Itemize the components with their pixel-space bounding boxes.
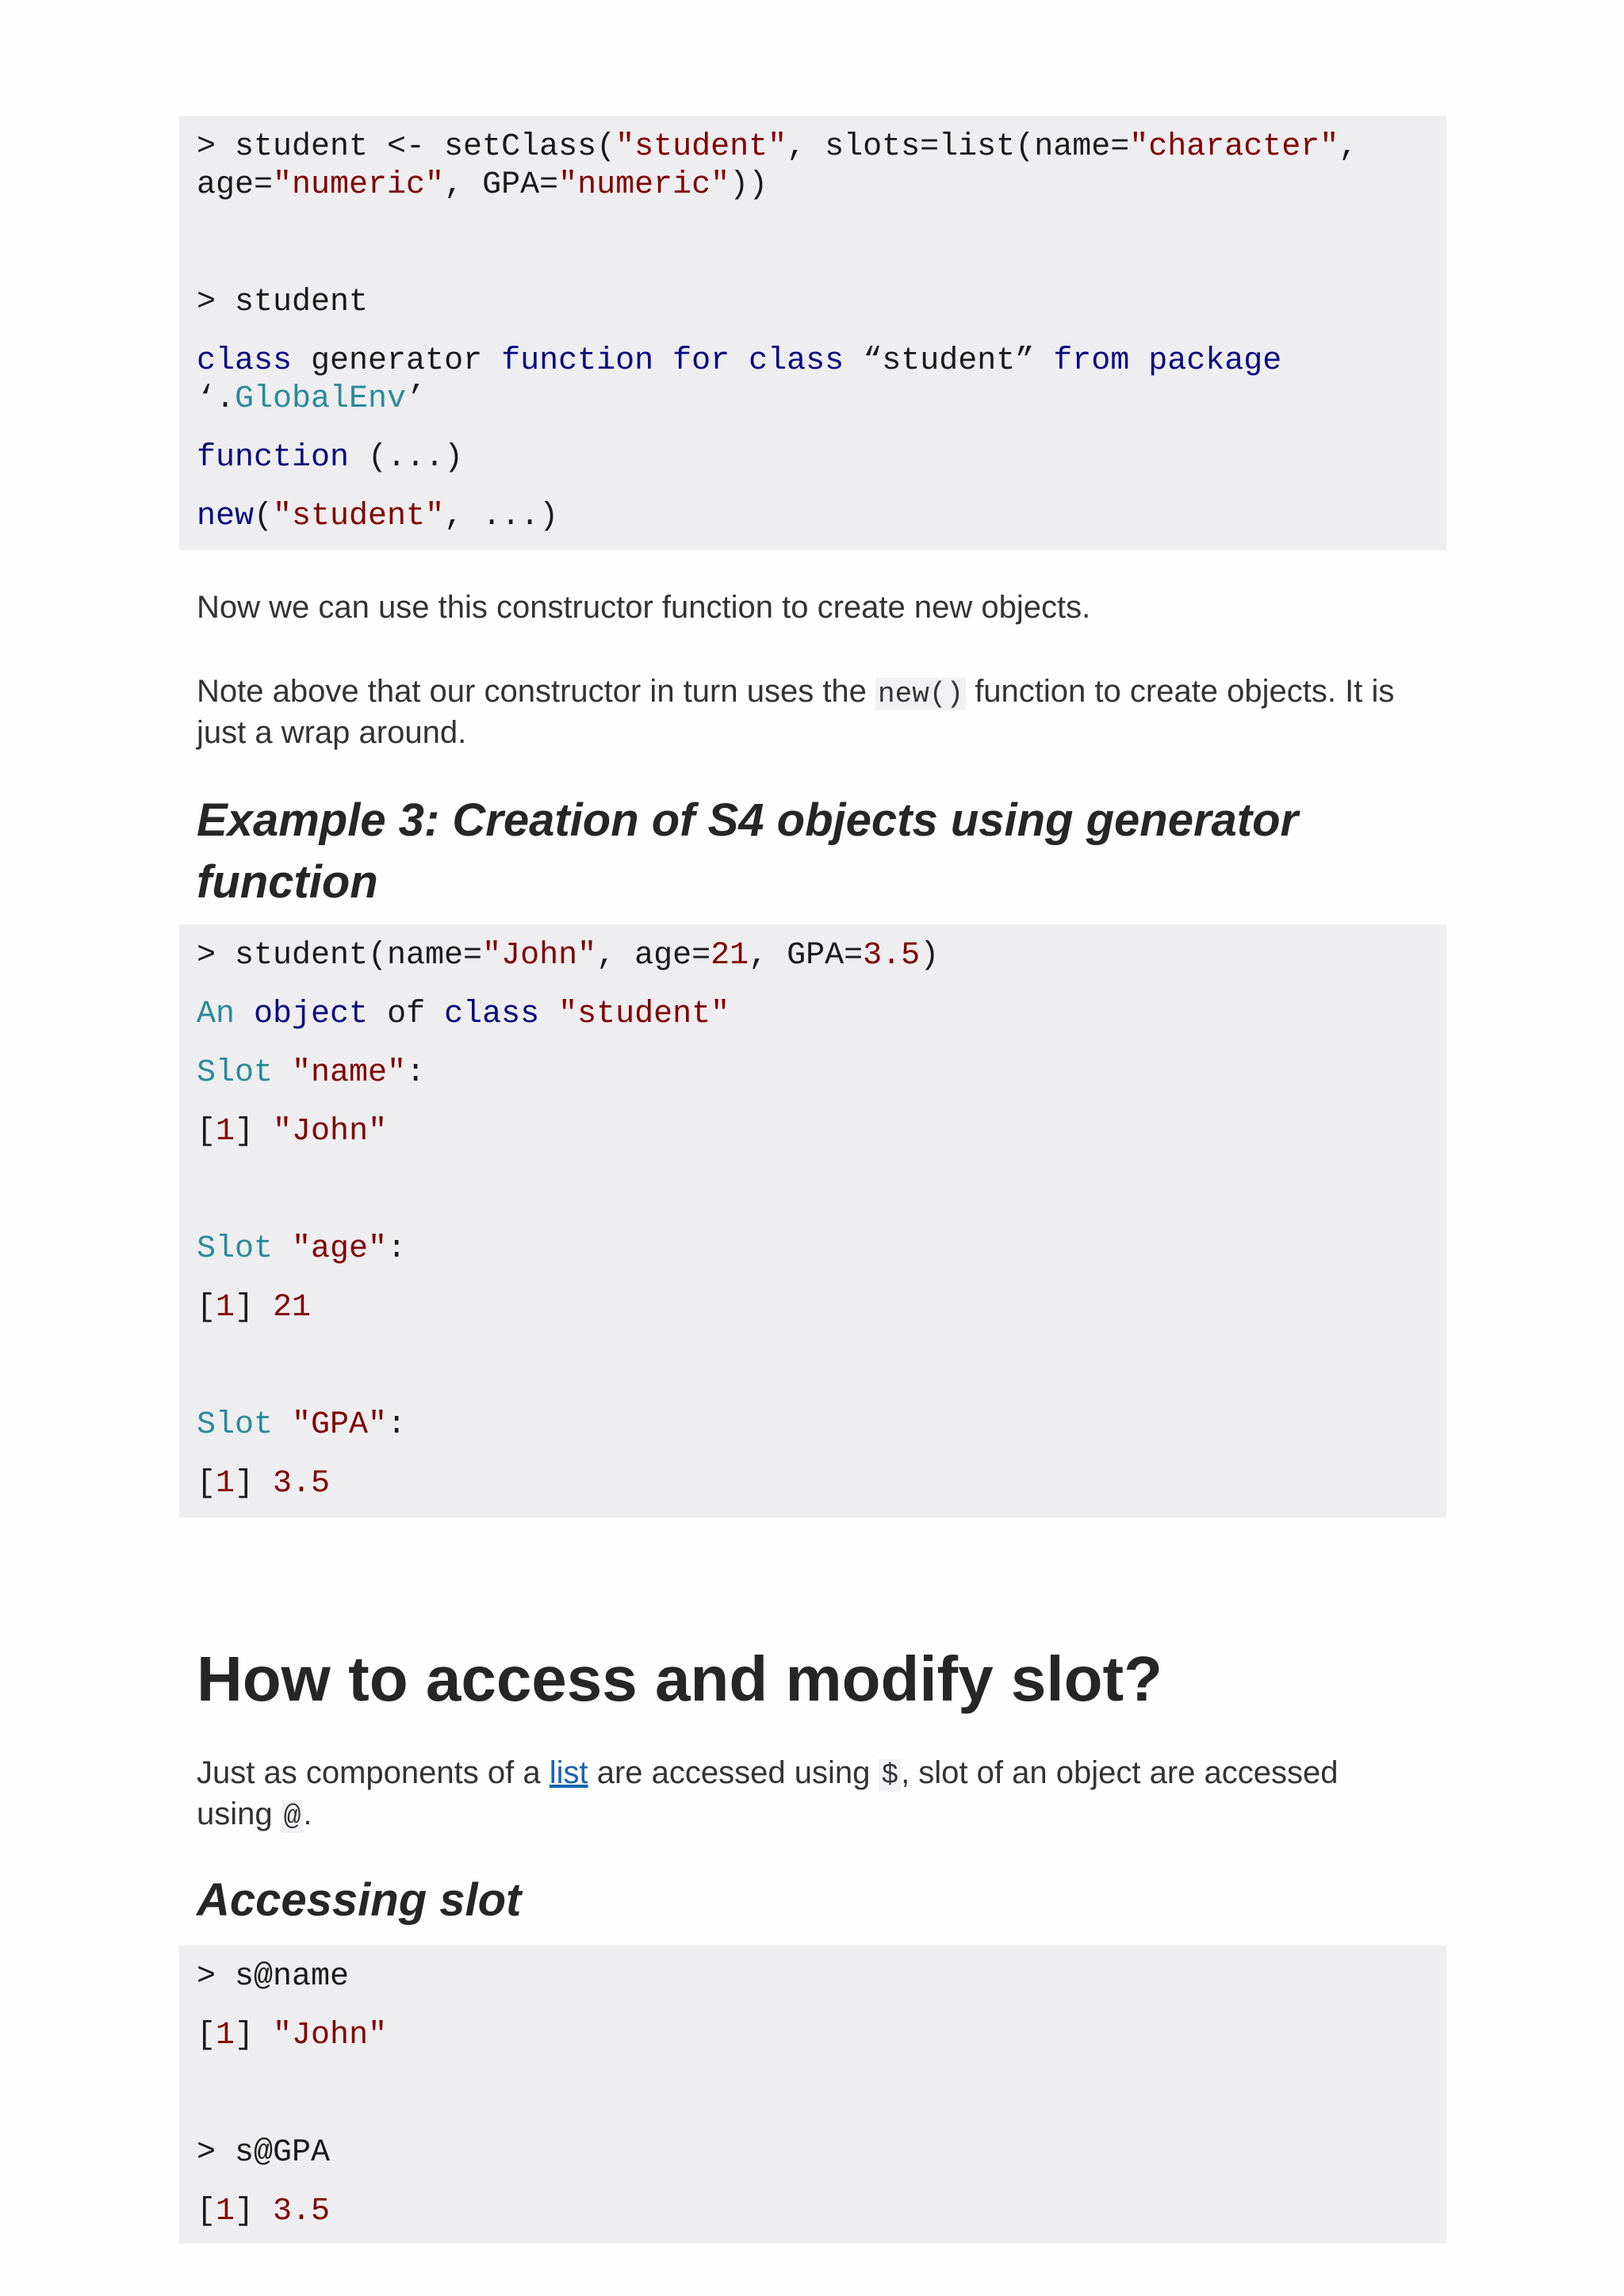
code-block-setclass bbox=[179, 116, 1446, 550]
code-string: "student" bbox=[615, 129, 787, 165]
inline-code: $ bbox=[879, 1759, 901, 1792]
code-keyword: new bbox=[197, 499, 255, 534]
code-string: "student" bbox=[273, 499, 445, 534]
heading-example-3 bbox=[197, 790, 1434, 913]
code-text: ] bbox=[235, 1466, 274, 1502]
code-keyword: class bbox=[444, 997, 540, 1032]
inline-code: @ bbox=[282, 1800, 304, 1833]
code-keyword: class bbox=[197, 343, 293, 379]
code-block-access bbox=[179, 1946, 1446, 2244]
code-text: , slots=list(name= bbox=[787, 129, 1130, 165]
code-text: > s@GPA bbox=[197, 2135, 331, 2171]
paragraph-text: Note above that our constructor in turn uses the bbox=[197, 674, 876, 709]
code-text bbox=[653, 343, 672, 379]
code-text: : bbox=[387, 1407, 407, 1443]
code-number: 1 bbox=[216, 1114, 236, 1150]
code-keyword: object bbox=[254, 997, 369, 1032]
code-string: "name" bbox=[292, 1055, 407, 1091]
code-text: : bbox=[387, 1231, 407, 1267]
code-text bbox=[273, 1231, 292, 1267]
inline-code: new() bbox=[875, 678, 966, 710]
code-line bbox=[197, 1054, 425, 1093]
code-text: : bbox=[406, 1055, 426, 1091]
code-string: "numeric" bbox=[558, 167, 730, 203]
code-text: , ...) bbox=[444, 499, 559, 534]
code-text: of bbox=[368, 997, 445, 1032]
code-text: , GPA= bbox=[444, 167, 559, 203]
code-line bbox=[197, 166, 768, 205]
code-text bbox=[235, 997, 254, 1032]
code-text: ) bbox=[920, 938, 940, 974]
code-line bbox=[197, 381, 425, 419]
heading-accessing-slot: Accessing slot bbox=[197, 1874, 522, 1926]
code-number: 21 bbox=[273, 1290, 312, 1326]
code-line bbox=[197, 128, 1358, 166]
paragraph-note bbox=[197, 672, 1434, 752]
code-keyword: package bbox=[1148, 343, 1282, 379]
code-block-generator bbox=[179, 924, 1446, 1517]
code-text: , GPA= bbox=[749, 938, 864, 974]
paragraph-text: are accessed using bbox=[588, 1755, 879, 1790]
code-text: ] bbox=[235, 2194, 274, 2229]
code-line bbox=[197, 2017, 387, 2055]
code-string: "John" bbox=[273, 1114, 388, 1150]
code-text: > student bbox=[197, 285, 369, 320]
code-line bbox=[197, 996, 730, 1034]
code-line bbox=[197, 1113, 387, 1151]
code-text bbox=[273, 1407, 292, 1443]
code-text: )) bbox=[730, 167, 768, 203]
code-text: ’ bbox=[406, 381, 426, 417]
code-text: , bbox=[1339, 129, 1358, 165]
code-text: [ bbox=[197, 2018, 216, 2053]
code-text: age= bbox=[197, 167, 274, 203]
paragraph-text: using bbox=[197, 1797, 282, 1831]
code-line bbox=[197, 1958, 349, 1996]
code-text: ] bbox=[235, 1290, 274, 1326]
code-keyword: class bbox=[749, 343, 845, 379]
code-text: ] bbox=[235, 2018, 274, 2053]
code-string: "GPA" bbox=[292, 1407, 388, 1443]
paragraph-text: just a wrap around. bbox=[197, 715, 467, 750]
code-string: "John" bbox=[482, 938, 597, 974]
code-text: (...) bbox=[349, 440, 464, 476]
paragraph-access bbox=[197, 1754, 1434, 1836]
code-number: 1 bbox=[216, 1466, 236, 1502]
code-string: "student" bbox=[558, 997, 730, 1032]
code-number: 1 bbox=[216, 1290, 236, 1326]
code-builtin: Slot bbox=[197, 1407, 274, 1443]
code-keyword: function bbox=[197, 440, 350, 476]
code-string: "age" bbox=[292, 1231, 388, 1267]
code-line bbox=[197, 2134, 330, 2172]
paragraph-text: . bbox=[303, 1797, 312, 1831]
code-string: "John" bbox=[273, 2018, 388, 2053]
list-link[interactable]: list bbox=[549, 1755, 588, 1790]
code-line bbox=[197, 284, 368, 322]
code-line bbox=[197, 1289, 311, 1327]
code-string: "numeric" bbox=[273, 167, 445, 203]
code-text: ( bbox=[254, 499, 274, 534]
code-number: 3.5 bbox=[273, 2194, 331, 2229]
code-builtin: Slot bbox=[197, 1055, 274, 1091]
code-number: 1 bbox=[216, 2194, 236, 2229]
code-text bbox=[730, 343, 749, 379]
code-string: "character" bbox=[1129, 129, 1339, 165]
code-builtin: Slot bbox=[197, 1231, 274, 1267]
code-line bbox=[197, 1230, 406, 1269]
code-builtin: An bbox=[197, 997, 236, 1032]
paragraph-text: Just as components of a bbox=[197, 1755, 550, 1790]
code-keyword: function bbox=[501, 343, 654, 379]
code-text: [ bbox=[197, 1466, 216, 1502]
code-text bbox=[539, 997, 558, 1032]
paragraph-constructor: Now we can use this constructor function to create new objects. bbox=[197, 590, 1091, 625]
paragraph-text: , slot of an object are accessed bbox=[901, 1755, 1339, 1790]
code-line bbox=[197, 342, 1281, 381]
code-number: 21 bbox=[710, 938, 749, 974]
code-text: ] bbox=[235, 1114, 274, 1150]
code-number: 3.5 bbox=[863, 938, 921, 974]
code-text: > student(name= bbox=[197, 938, 483, 974]
code-text bbox=[1129, 343, 1148, 379]
code-line bbox=[197, 2193, 330, 2231]
code-text: “student” bbox=[844, 343, 1054, 379]
code-line bbox=[197, 439, 463, 477]
code-line bbox=[197, 937, 939, 975]
code-number: 1 bbox=[216, 2018, 236, 2053]
code-line bbox=[197, 1465, 330, 1503]
code-line bbox=[197, 498, 558, 536]
code-line bbox=[197, 1406, 406, 1445]
code-text: generator bbox=[292, 343, 502, 379]
code-text: [ bbox=[197, 1290, 216, 1326]
code-text: > s@name bbox=[197, 1959, 350, 1995]
code-text: [ bbox=[197, 2194, 216, 2229]
code-number: 3.5 bbox=[273, 1466, 331, 1502]
paragraph-text: function to create objects. It is bbox=[966, 674, 1395, 709]
code-text bbox=[273, 1055, 292, 1091]
code-text: , age= bbox=[596, 938, 711, 974]
heading-text: function bbox=[197, 856, 378, 908]
code-text: [ bbox=[197, 1114, 216, 1150]
code-text: ‘. bbox=[197, 381, 236, 417]
code-keyword: from bbox=[1053, 343, 1130, 379]
code-text: > student <- setClass( bbox=[197, 129, 616, 165]
code-builtin: GlobalEnv bbox=[235, 381, 407, 417]
heading-access-modify: How to access and modify slot? bbox=[197, 1644, 1163, 1714]
heading-text: Example 3: Creation of S4 objects using generator bbox=[197, 794, 1299, 846]
code-keyword: for bbox=[672, 343, 730, 379]
